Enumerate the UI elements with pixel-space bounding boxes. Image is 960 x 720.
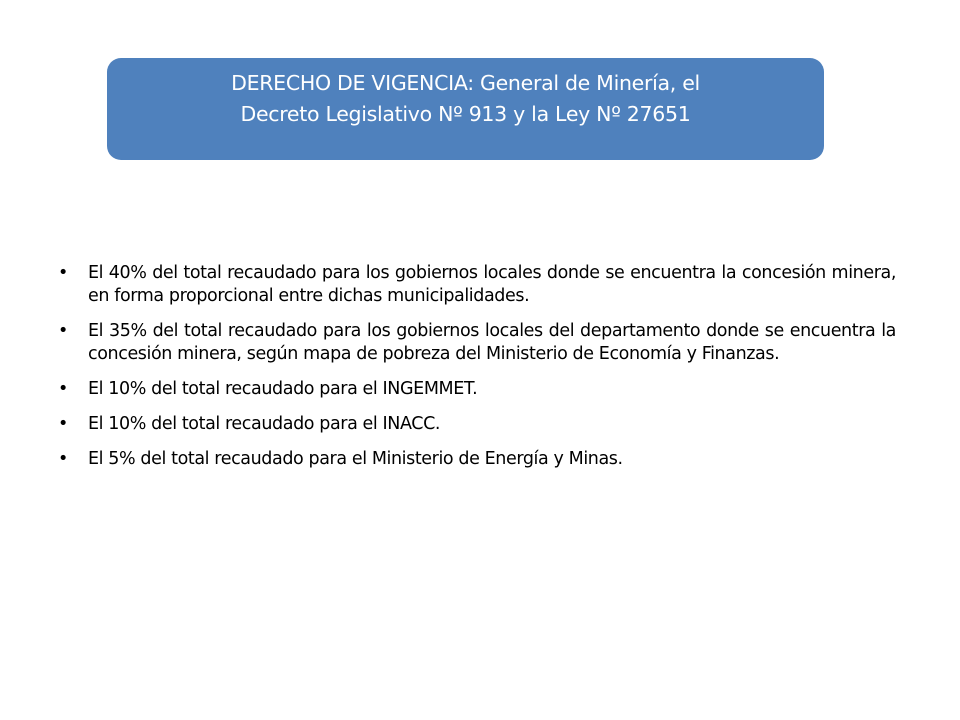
title-line: Decreto Legislativo Nº 913 y la Ley Nº 27651	[240, 102, 691, 126]
title-line: DERECHO DE VIGENCIA: General de Minería, el	[231, 71, 700, 95]
bullet-text: El 5% del total recaudado para el Ministerio de Energía y Minas.	[88, 449, 623, 469]
bullet-text: El 10% del total recaudado para el INACC.	[88, 414, 441, 434]
bullet-item	[58, 320, 896, 366]
bullet-icon: •	[58, 449, 68, 469]
bullet-item	[58, 378, 896, 401]
bullet-icon: •	[58, 321, 68, 341]
bullet-text: El 10% del total recaudado para el INGEMMET.	[88, 379, 478, 399]
bullet-icon: •	[58, 379, 68, 399]
bullet-icon: •	[58, 414, 68, 434]
slide-title	[107, 68, 824, 130]
bullet-icon: •	[58, 263, 68, 283]
bullet-item	[58, 262, 896, 308]
bullet-text: El 35% del total recaudado para los gobiernos locales del departamento donde se encuentra la concesión minera, según mapa de pobreza del Ministerio de Economía y Finanzas.	[88, 321, 896, 364]
bullet-list	[58, 262, 896, 483]
title-box	[107, 58, 824, 160]
bullet-item	[58, 413, 896, 436]
bullet-item	[58, 448, 896, 471]
bullet-text: El 40% del total recaudado para los gobiernos locales donde se encuentra la concesión minera, en forma proporcional entre dichas municipalidades.	[88, 263, 896, 306]
